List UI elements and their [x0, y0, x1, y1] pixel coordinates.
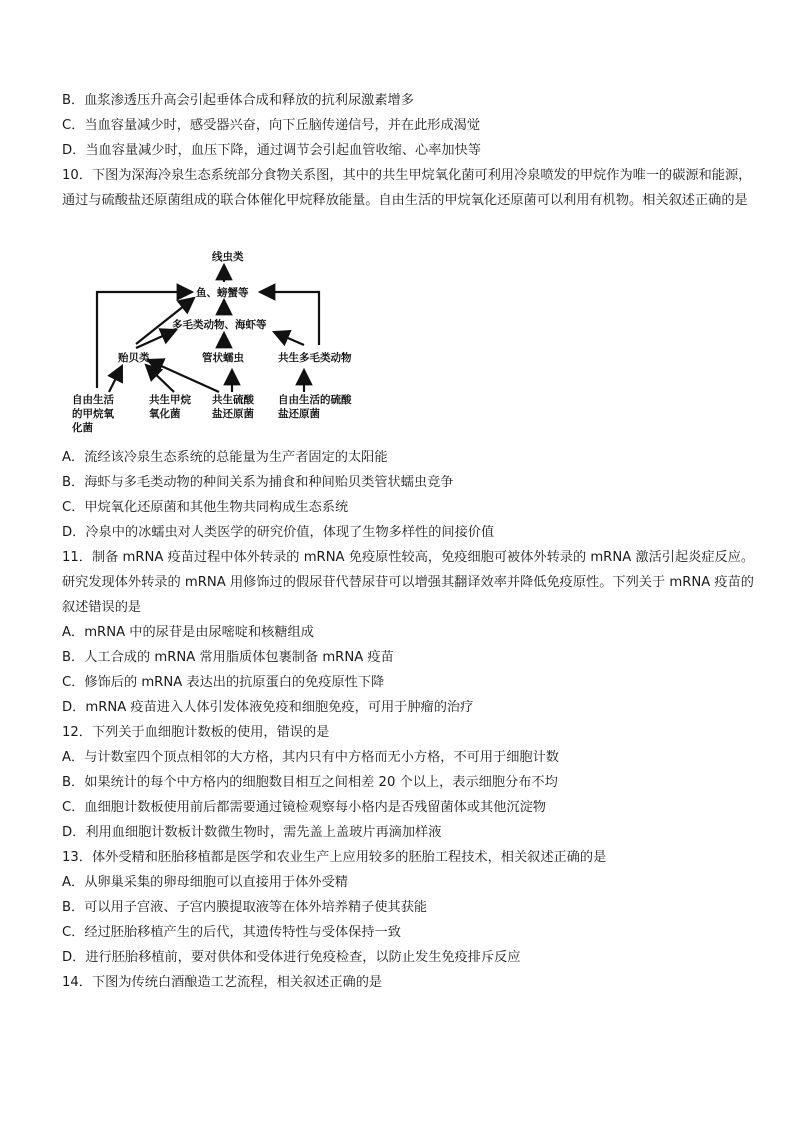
q13-stem: 13．体外受精和胚胎移植都是医学和农业生产上应用较多的胚胎工程技术，相关叙述正确的是: [62, 850, 607, 865]
node-free-methane-bacteria: [71, 393, 114, 434]
node-mussels: 贻贝类: [118, 352, 150, 364]
q11-option-b: B．人工合成的 mRNA 常用脂质体包裹制备 mRNA 疫苗: [62, 650, 394, 665]
q12-stem: 12．下列关于血细胞计数板的使用，错误的是: [62, 725, 330, 740]
q9-option-c: C．当血容量减少时，感受器兴奋，向下丘脑传递信号，并在此形成渴觉: [62, 118, 481, 133]
q10-stem: 10．下图为深海冷泉生态系统部分食物关系图，其中的共生甲烷氧化菌可利用冷泉喷发的甲烷作为唯一的碳源和能源，通过与硫酸盐还原菌组成的联合体催化甲烷释放能量。自由生活的甲烷氧化还原菌可以利用有机物。相关叙述正确的是: [62, 168, 752, 208]
q10-option-c: C．甲烷氧化还原菌和其他生物共同构成生态系统: [62, 500, 349, 515]
q11-option-d: D．mRNA 疫苗进入人体引发体液免疫和细胞免疫，可用于肿瘤的治疗: [62, 700, 474, 715]
food-web-diagram: [64, 240, 364, 435]
svg-text:化菌: 化菌: [72, 422, 93, 434]
q10-option-d: D．冷泉中的冰蠕虫对人类医学的研究价值，体现了生物多样性的间接价值: [62, 525, 495, 540]
q13-option-d: D．进行胚胎移植前，要对供体和受体进行免疫检查，以防止发生免疫排斥反应: [62, 950, 521, 965]
node-symbiotic-methane-bacteria: [149, 393, 191, 420]
node-free-sulfate-bacteria: [278, 393, 352, 420]
q13-option-b: B．可以用子宫液、子宫内膜提取液等在体外培养精子使其获能: [62, 900, 428, 915]
svg-text:氧化菌: 氧化菌: [149, 408, 181, 420]
svg-text:的甲烷氧: 的甲烷氧: [72, 408, 114, 420]
q12-option-c: C．血细胞计数板使用前后都需要通过镜检观察每小格内是否残留菌体或其他沉淀物: [62, 800, 546, 815]
q12-option-b: B．如果统计的每个中方格内的细胞数目相互之间相差 20 个以上，表示细胞分布不均: [62, 775, 558, 790]
svg-text:自由生活的硫酸: 自由生活的硫酸: [278, 394, 352, 406]
svg-text:共生硫酸: 共生硫酸: [212, 394, 254, 406]
q11-option-a: A．mRNA 中的尿苷是由尿嘧啶和核糖组成: [62, 625, 314, 640]
svg-text:盐还原菌: 盐还原菌: [278, 408, 320, 420]
node-tubeworm: 管状蠕虫: [202, 352, 244, 364]
node-nematodes: 线虫类: [212, 251, 244, 263]
q11-stem: 11．制备 mRNA 疫苗过程中体外转录的 mRNA 免疫原性较高，免疫细胞可被体外转录的 mRNA 激活引起炎症反应。研究发现体外转录的 mRNA 用修饰过的假尿苷代替尿苷可以增强其翻译效率并降低免疫原性。下列关于 mRNA 疫苗的叙述错误的是: [62, 550, 755, 615]
node-polychaete-shrimp: 多毛类动物、海虾等: [172, 319, 267, 331]
q10-option-b: B．海虾与多毛类动物的种间关系为捕食和种间贻贝类管状蠕虫竞争: [62, 475, 454, 490]
svg-text:自由生活: 自由生活: [72, 394, 114, 406]
q9-option-d: D．当血容量减少时，血压下降，通过调节会引起血管收缩、心率加快等: [62, 143, 481, 158]
q14-stem: 14．下图为传统白酒酿造工艺流程，相关叙述正确的是: [62, 975, 383, 990]
svg-text:共生甲烷: 共生甲烷: [149, 394, 191, 406]
node-symbiotic-sulfate-bacteria: [212, 393, 254, 420]
q12-option-a: A．与计数室四个顶点相邻的大方格，其内只有中方格而无小方格，不可用于细胞计数: [62, 750, 559, 765]
q10-option-a: A．流经该冷泉生态系统的总能量为生产者固定的太阳能: [62, 450, 388, 465]
node-fish-crab: 鱼、螃蟹等: [196, 287, 249, 299]
q13-option-a: A．从卵巢采集的卵母细胞可以直接用于体外受精: [62, 875, 348, 890]
q13-option-c: C．经过胚胎移植产生的后代，其遗传特性与受体保持一致: [62, 925, 401, 940]
node-symbiotic-polychaete: 共生多毛类动物: [278, 352, 352, 364]
svg-text:盐还原菌: 盐还原菌: [212, 408, 254, 420]
q11-option-c: C．修饰后的 mRNA 表达出的抗原蛋白的免疫原性下降: [62, 675, 385, 690]
q12-option-d: D．利用血细胞计数板计数微生物时，需先盖上盖玻片再滴加样液: [62, 825, 442, 840]
q9-option-b: B．血浆渗透压升高会引起垂体合成和释放的抗利尿激素增多: [62, 93, 414, 108]
